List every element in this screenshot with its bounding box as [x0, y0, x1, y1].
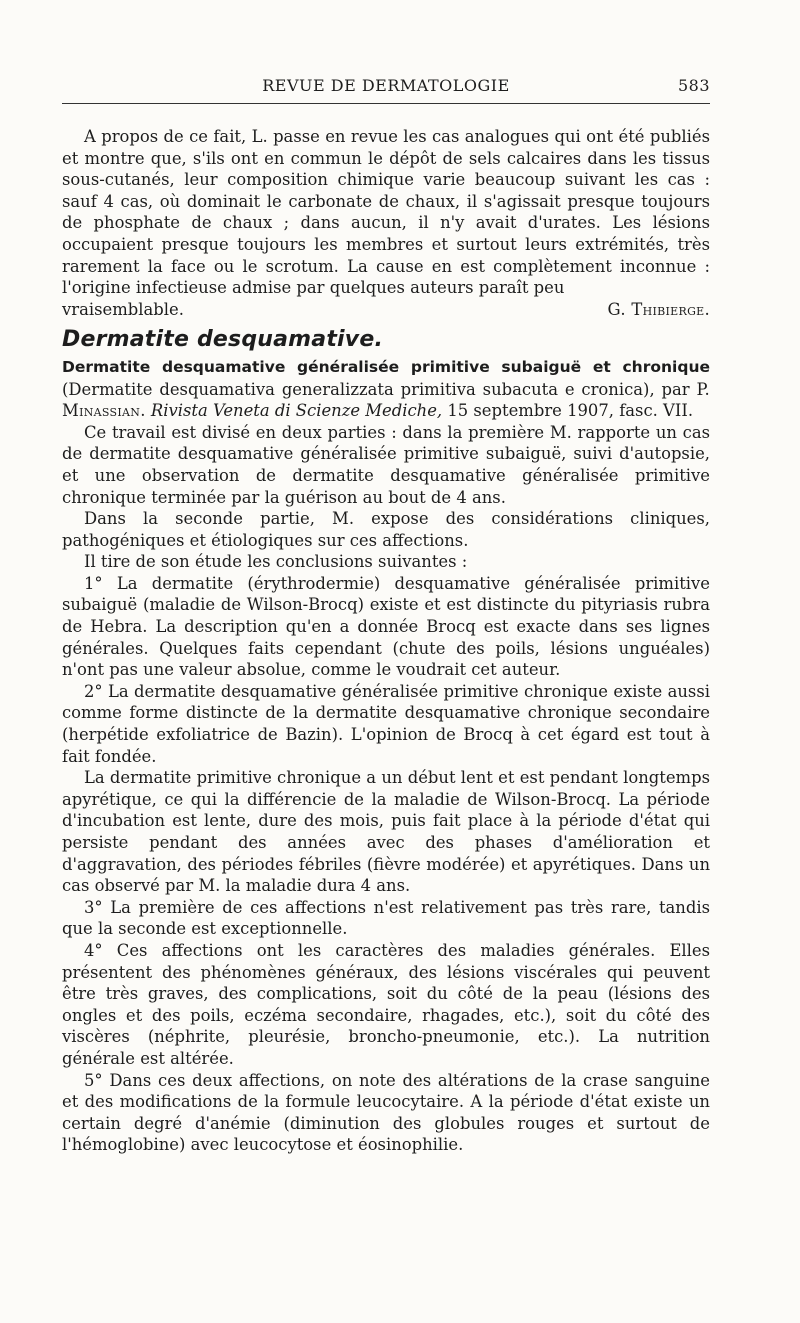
abstract-italian-title: (Dermatite desquamativa generalizzata primitiva subacuta e cronica), par: [62, 379, 690, 399]
abstract-author: P. Minassian.: [62, 379, 710, 421]
conclusion-1: 1° La dermatite (érythrodermie) desquamative généralisée primitive subaiguë (maladie de Wilson-Brocq) existe et est distincte du pityriasis rubra de Hebra. La description qu'en a donnée Brocq est exacte dans ses lignes générales. Quelques faits cependant (chute des poils, lésions unguéales) n'ont pas une valeur absolue, comme le voudrait cet auteur.: [62, 573, 710, 680]
paragraph: La dermatite primitive chronique a un début lent et est pendant longtemps apyrétique, ce qui la différencie de la maladie de Wilson-Brocq. La période d'incubation est lente, dure des mois, puis fait place à la période d'état qui persiste pendant des années avec des phases d'amélioration et d'aggravation, des périodes fébriles (fièvre modérée) et apyrétiques. Dans un cas observé par M. la maladie dura 4 ans.: [62, 768, 710, 896]
abstract-date: 15 septembre 1907, fasc. VII.: [447, 401, 694, 421]
page-number: 583: [677, 76, 710, 95]
abstract-title: Dermatite desquamative généralisée primitive subaiguë et chronique: [62, 357, 710, 376]
running-header: [62, 76, 710, 98]
conclusion-3: 3° La première de ces affections n'est relativement pas très rare, tandis que la seconde est exceptionnelle.: [62, 897, 710, 939]
section-title: Dermatite desquamative.: [62, 327, 384, 353]
conclusion-2: 2° La dermatite desquamative généralisée primitive chronique existe aussi comme forme distincte de la dermatite desquamative chronique secondaire (herpétide exfoliatrice de Bazin). L'opinion de Brocq à cet égard est tout à fait fondée.: [62, 681, 710, 766]
conclusion-5: 5° Dans ces deux affections, on note des altérations de la crase sanguine et des modifications de la formule leucocytaire. A la période d'état existe un certain degré d'anémie (diminution des globules rouges et surtout de l'hémoglobine) avec leucocytose et éosinophilie.: [62, 1070, 710, 1155]
abstract-journal: Rivista Veneta di Scienze Mediche,: [150, 401, 443, 421]
paragraph: Il tire de son étude les conclusions suivantes :: [84, 552, 468, 572]
header-rule: [62, 103, 710, 104]
intro-closing-line: [62, 299, 710, 321]
intro-last-line: vraisemblable.: [62, 299, 184, 319]
journal-title: REVUE DE DERMATOLOGIE: [262, 76, 510, 95]
conclusion-4: 4° Ces affections ont les caractères des maladies générales. Elles présentent des phénomènes généraux, des lésions viscérales qui peuvent être très graves, des complications, soit du côté de la peau (lésions des ongles et des poils, eczéma secondaire, rhagades, etc.), soit du côté des viscères (néphrite, pleurésie, broncho-pneumonie, etc.). La nutrition générale est altérée.: [62, 940, 710, 1068]
paragraph: Ce travail est divisé en deux parties : dans la première M. rapporte un cas de dermatite desquamative généralisée primitive subaiguë, suivi d'autopsie, et une observation de dermatite desquamative généralisée primitive chronique terminée par la guérison au bout de 4 ans.: [62, 422, 710, 507]
abstract-citation: [62, 356, 710, 422]
article-body: [62, 126, 710, 1156]
paragraph: Dans la seconde partie, M. expose des considérations cliniques, pathogéniques et étiologiques sur ces affections.: [62, 509, 710, 550]
intro-paragraph: A propos de ce fait, L. passe en revue les cas analogues qui ont été publiés et montre que, s'ils ont en commun le dépôt de sels calcaires dans les tissus sous-cutanés, leur composition chimique varie beaucoup suivant les cas : sauf 4 cas, où dominait le carbonate de chaux, il s'agissait presque toujours de phosphate de chaux ; dans aucun, il n'y avait d'urates. Les lésions occupaient presque toujours les membres et surtout leurs extrémités, très rarement la face ou le scrotum. La cause en est complètement inconnue : l'origine infectieuse admise par quelques auteurs paraît peu: [62, 127, 710, 298]
signature: G. Thibierge.: [607, 299, 710, 319]
